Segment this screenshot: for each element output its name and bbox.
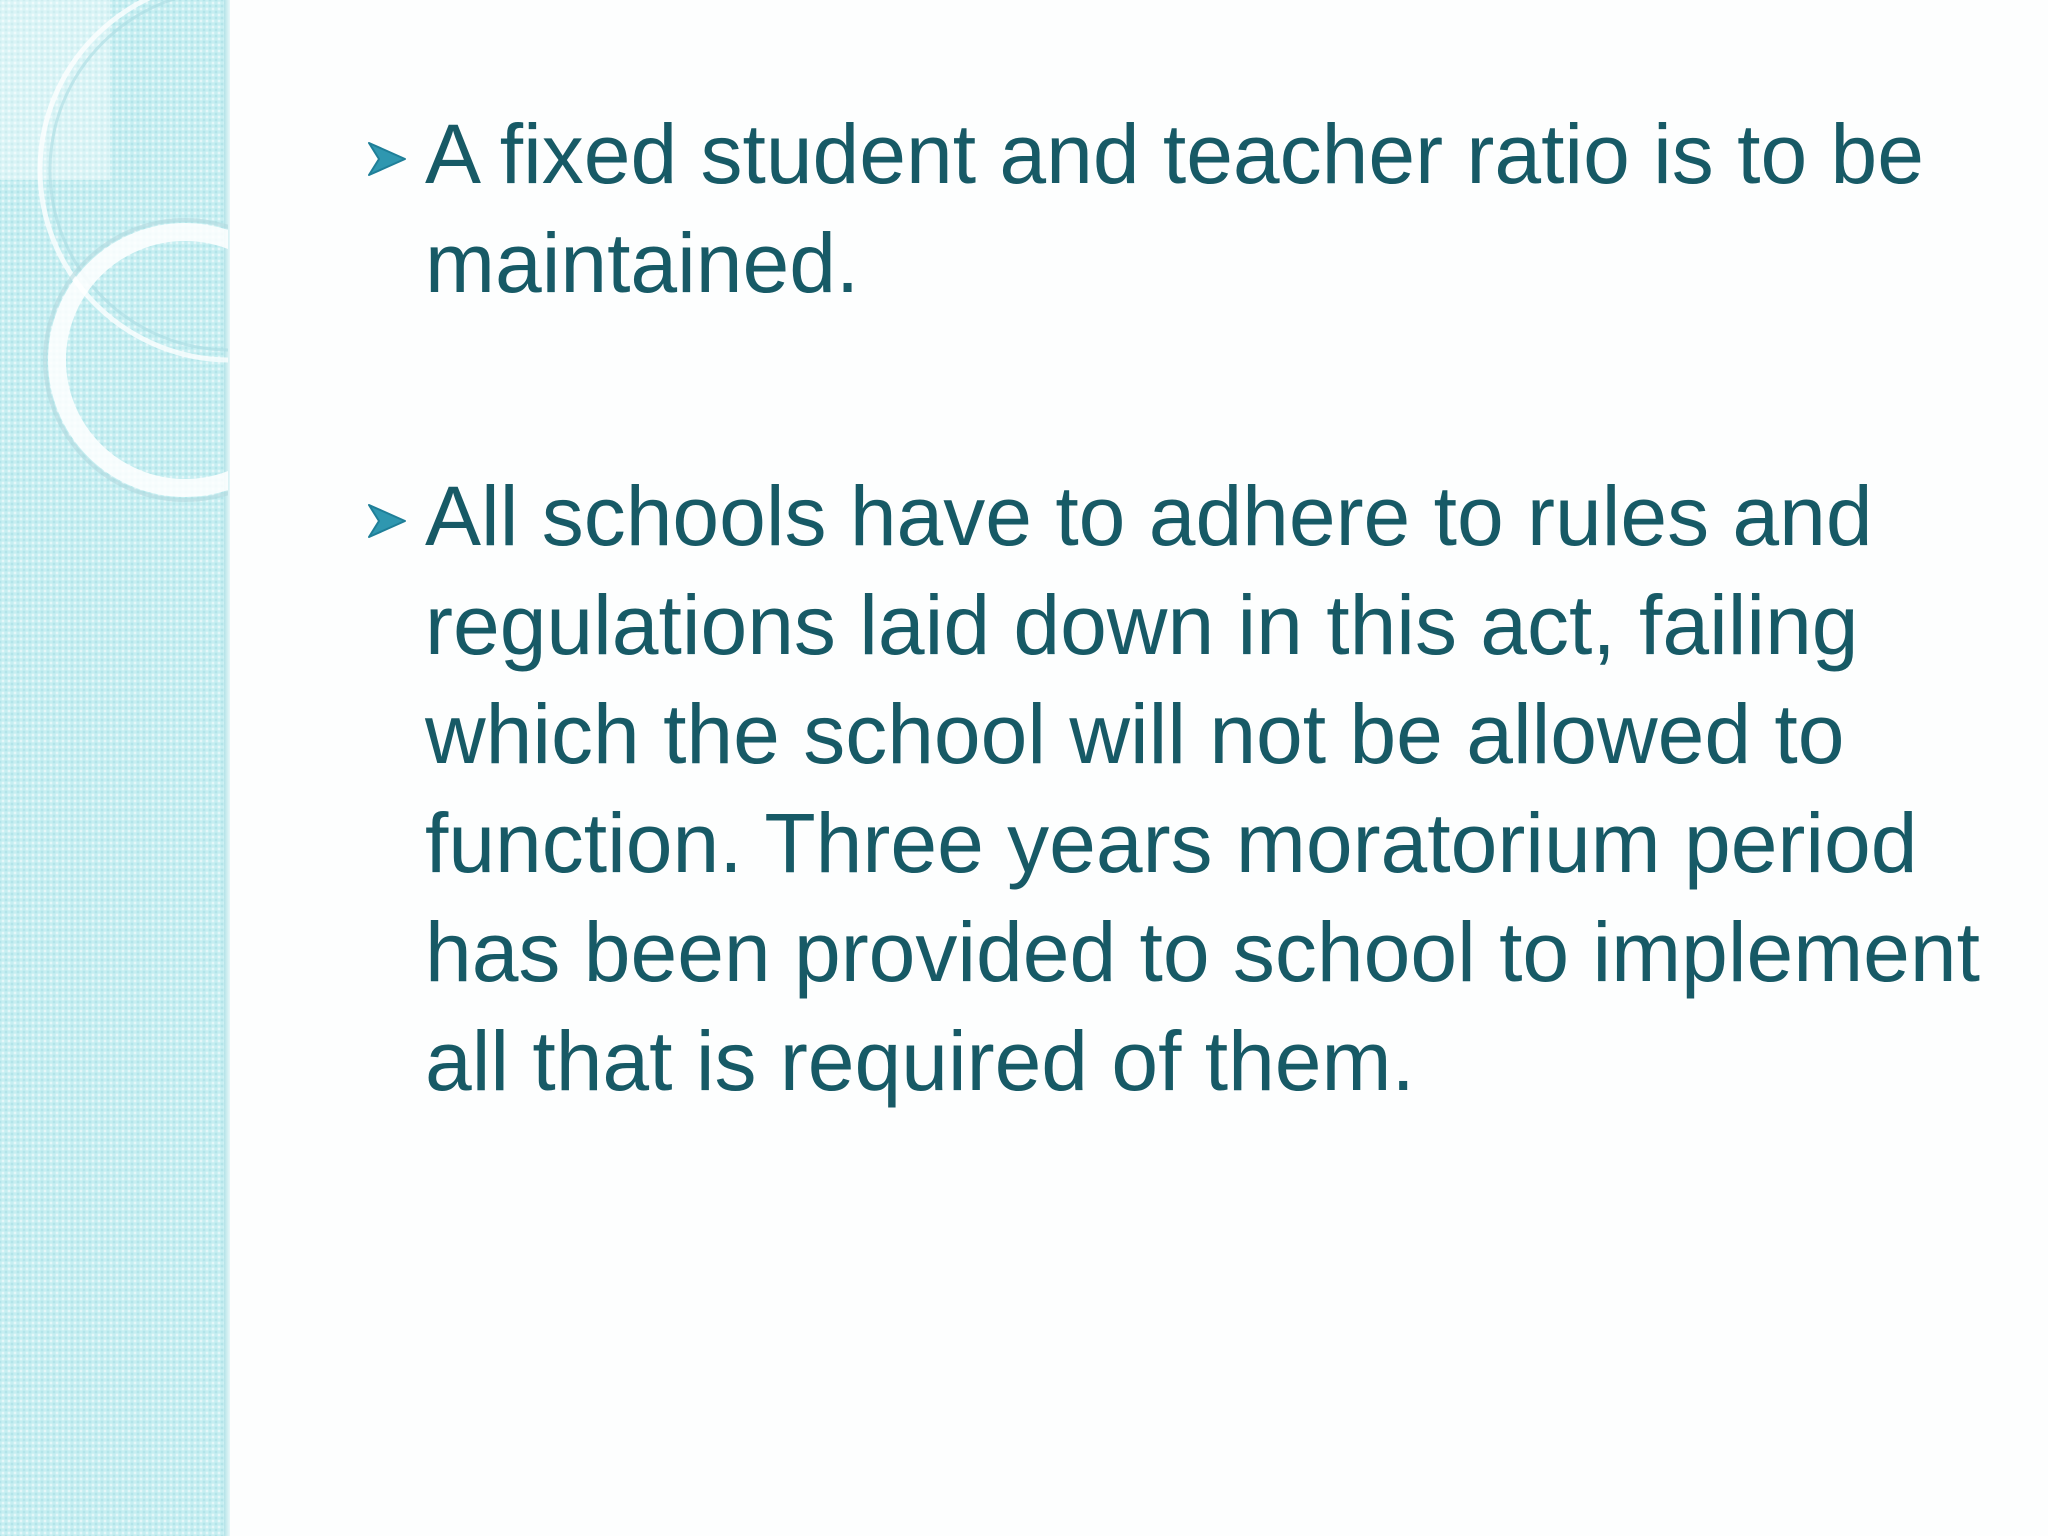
arrow-bullet-icon bbox=[365, 499, 409, 543]
bullet-item bbox=[365, 462, 1985, 1116]
arrow-bullet-icon bbox=[365, 137, 409, 181]
bullet-text: A fixed student and teacher ratio is to be maintained. bbox=[425, 107, 1924, 310]
decorative-rings-icon bbox=[0, 0, 228, 520]
bullet-text: All schools have to adhere to rules and regulations laid down in this act, failing which the school will not be allowed to function. Three years moratorium period has been provided to school to implement all that is required of them. bbox=[425, 469, 1980, 1108]
slide-body bbox=[365, 100, 1985, 1116]
bullet-item bbox=[365, 100, 1985, 318]
